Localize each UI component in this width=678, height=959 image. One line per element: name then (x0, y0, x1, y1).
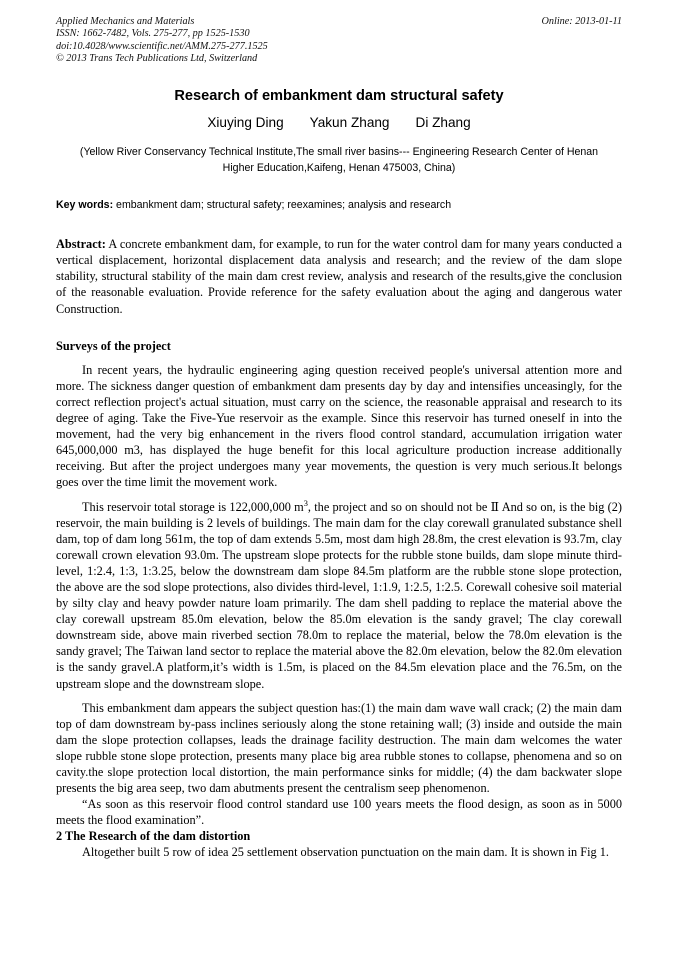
paragraph-distortion-1: Altogether built 5 row of idea 25 settlement observation punctuation on the main dam. It is shown in Fig 1. (82, 845, 609, 860)
abstract-text: A concrete embankment dam, for example, to run for the water control dam for many years conducted a vertical displacement, horizontal displacement data analysis and research; and the review of the dam slope stability, structural stability of the main dam crest review, analysis and research of the results,give the conclusion of the reasonable evaluation. Provide reference for the safety evaluation about the aging and dangerous water Construction. (56, 237, 622, 316)
online-date: Online: 2013-01-11 (541, 16, 622, 27)
keywords-text: embankment dam; structural safety; reexamines; analysis and research (113, 199, 452, 212)
running-head (56, 16, 622, 65)
paragraph-total-storage (56, 499, 622, 692)
paragraph-surveys-2: This embankment dam appears the subject question has:(1) the main dam wave wall crack; (2) the main dam top of dam downstream by-pass inclines seriously along the stone retaining wall; (3) inside and outside the main dam the slope protection collapses, leads the drainage facility destruction. The main dam welcomes the water slope rubble stone slope protection, presents many place big area rubble stones to collapse, phenomena and so on cavity.the slope protection local distortion, the main performance sinks for middle; (4) the dam backwater slope presents the big area seep, two dam abutments present the centralism seep phenomenon. (56, 700, 622, 796)
doi-line: doi:10.4028/www.scientific.net/AMM.275-277.1525 (56, 40, 268, 52)
paragraph-surveys-3: “As soon as this reservoir flood control standard use 100 years meets the flood design, as soon as in 5000 meets the flood examination”. (56, 797, 622, 828)
issn-line: ISSN: 1662-7482, Vols. 275-277, pp 1525-1530 (56, 28, 250, 40)
page-content (56, 16, 622, 861)
author-3: Di Zhang (415, 115, 471, 131)
section-heading-surveys: Surveys of the project (56, 338, 171, 353)
abstract (56, 236, 622, 316)
author-1: Xiuying Ding (207, 115, 284, 131)
journal-name: Applied Mechanics and Materials (56, 16, 195, 27)
author-2: Yakun Zhang (309, 115, 390, 131)
storage-text-part2: , the project and so on should not be Ⅱ And so on, is the big (2) reservoir, the main building is 2 levels of buildings. The main dam for the clay corewall granulated substance shell dam, top of dam long 561m, the top of dam extends 5.5m, most dam high 28.8m, the crest elevation is 93.7m, clay corewall crown elevation 93.0m. The upstream slope protects for the rubble stone builds, dam slope minute third-level, 1:2.4, 1:3, 1:3.25, below the downstream dam slope 84.5m platform are the rubble stone slope protection, the above are the sod slope protections, also divides third-level, 1:1.9, 1:2.5, 1:2.5. Corewall cohesive soil material by silty clay and heavy powder nature loam primarily. The dam shell padding to replace the material above the clay corewall upstream 85.0m elevation, below the 85.0m elevation is the sandy gravel; The clay corewall downstream side, above main riverbed section 78.0m to replace the material, below the 78.0m elevation is the sandy gravel; The Taiwan land sector to replace the material above the 82.0m elevation, below the 82.0m elevation is the sandy gravel.A platform,it’s width is 1.5m, is placed on the 84.5m elevation place and the 76.5m, on the upstream slope and the downstream slope. (56, 499, 623, 691)
storage-text-part1: This reservoir total storage is 122,000,000 m (82, 499, 304, 514)
keywords-label: Key words: (56, 199, 114, 212)
section-heading-dam-distortion: 2 The Research of the dam distortion (56, 829, 251, 844)
paragraph-surveys-1: In recent years, the hydraulic engineering aging question received people's universal attention more and more. The sickness danger question of embankment dam presents day by day and intensifies unceasingly, for the correct reflection project's actual situation, must carry on the science, the reasonable appraisal and research to its degree of aging. Take the Five-Yue reservoir as the example. Since this reservoir has turned oneself in into the movement, had the very big enhancement in the rivers flood control standard, accumulation irrigation water 645,000,000 m3, has displayed the huge benefit for this local agriculture production increase additionally receiving. But after the project undergoes many year movements, the question is very much serious.It belongs goes over the time limit the movement work. (56, 362, 622, 490)
keywords (56, 198, 622, 212)
copyright-line: © 2013 Trans Tech Publications Ltd, Switzerland (56, 52, 258, 64)
abstract-label: Abstract: (56, 237, 106, 252)
page-title: Research of embankment dam structural safety (174, 88, 504, 105)
cubic-meter-superscript: 3 (303, 498, 308, 508)
affiliation: (Yellow River Conservancy Technical Institute,The small river basins--- Engineering Research Center of Henan Higher Education,Kaifeng, Henan 475003, China) (79, 146, 599, 174)
author-list (56, 114, 622, 132)
running-head-left (56, 16, 268, 65)
